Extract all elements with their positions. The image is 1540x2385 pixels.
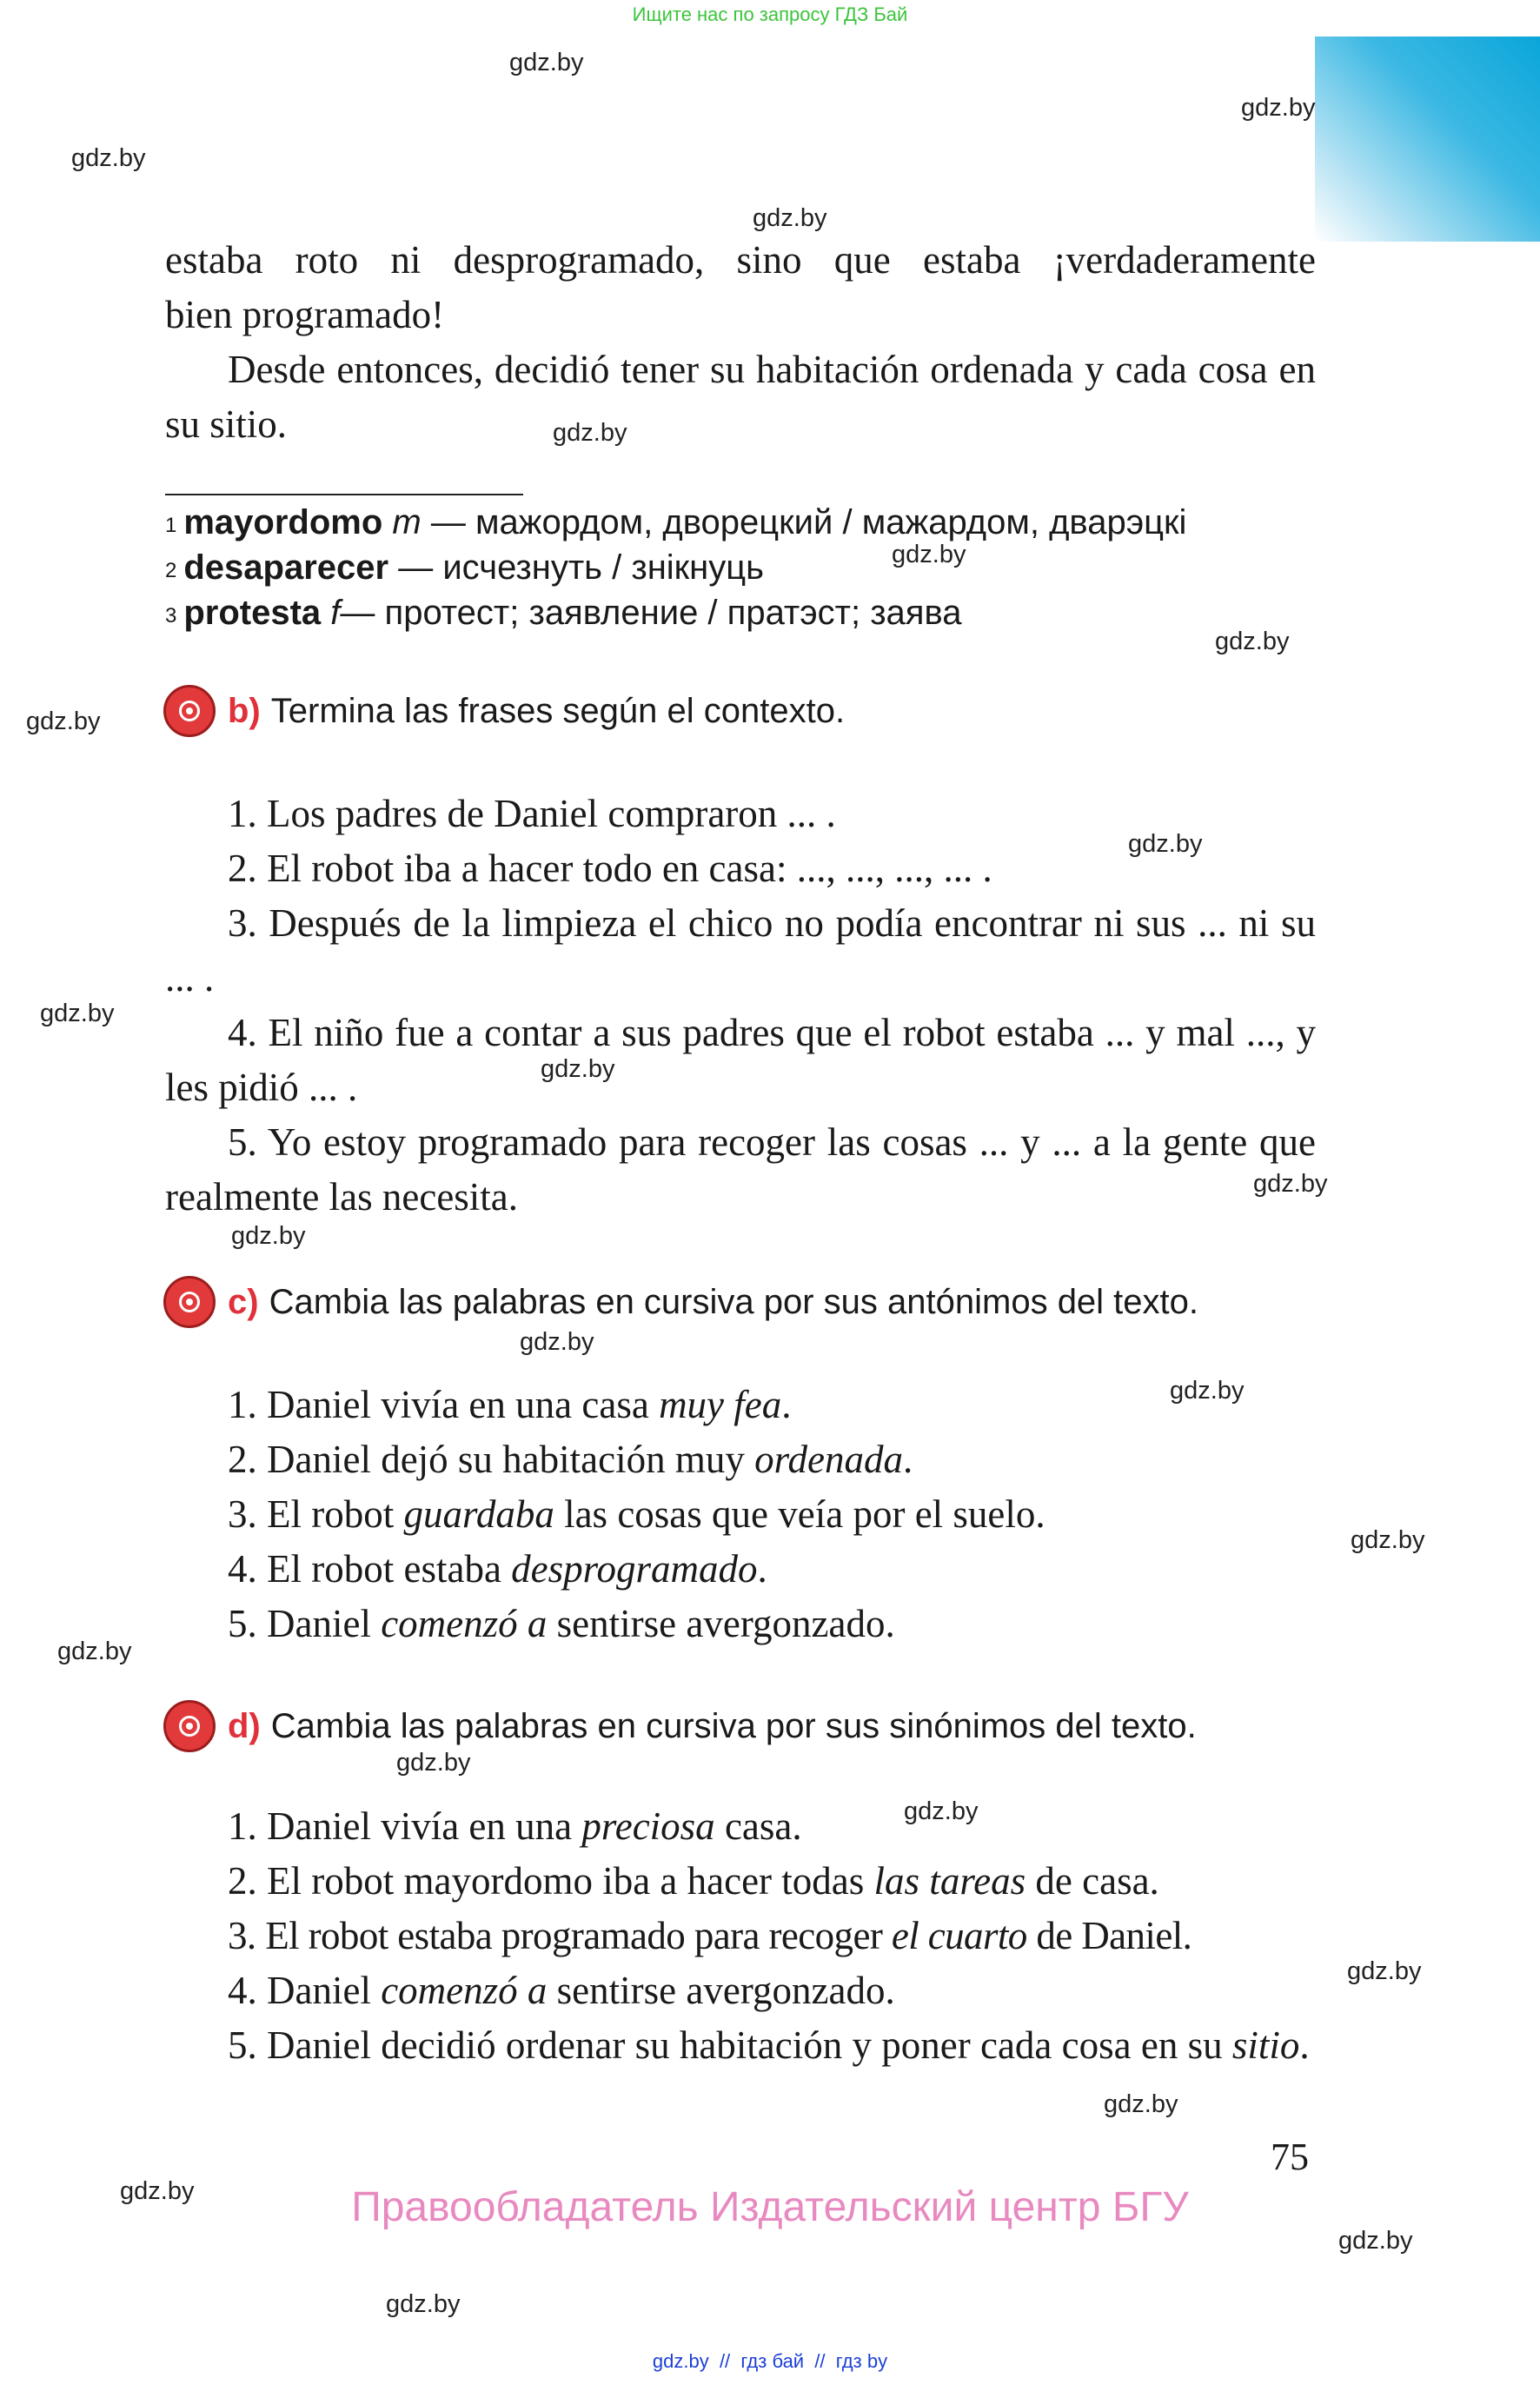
list-item: 1. Daniel vivía en una preciosa casa. <box>228 1804 802 1848</box>
audio-disc-icon <box>163 1276 216 1328</box>
watermark: gdz.by <box>71 144 146 172</box>
footnotes <box>165 500 1321 635</box>
watermark: gdz.by <box>553 419 627 447</box>
footnote-rule <box>165 494 523 495</box>
watermark: gdz.by <box>1104 2090 1178 2118</box>
list-item: 4. Daniel comenzó a sentirse avergonzado. <box>228 1969 895 2012</box>
list-item: 2. Daniel dejó su habitación muy ordenada. <box>228 1438 913 1481</box>
task-instruction: Cambia las palabras en cursiva por sus sinónimos del texto. <box>270 1706 1197 1745</box>
rights-holder: Правообладатель Издательский центр БГУ <box>351 2184 1189 2230</box>
watermark: gdz.by <box>753 204 827 232</box>
task-instruction: Termina las frases según el contexto. <box>270 691 846 730</box>
watermark: gdz.by <box>40 1000 115 1027</box>
watermark: gdz.by <box>904 1797 979 1825</box>
watermark: gdz.by <box>1338 2227 1413 2255</box>
watermark: gdz.by <box>26 708 101 735</box>
task-letter: d) <box>228 1706 261 1745</box>
task-d-items <box>165 1799 1316 2073</box>
task-instruction: Cambia las palabras en cursiva por sus antónimos del texto. <box>269 1282 1199 1321</box>
watermark: gdz.by <box>386 2290 461 2318</box>
watermark: gdz.by <box>1128 830 1203 858</box>
task-c-items <box>165 1378 1316 1651</box>
watermark: gdz.by <box>541 1055 615 1083</box>
audio-disc-icon <box>163 685 216 737</box>
list-item: 1. Los padres de Daniel compraron ... . <box>228 792 836 835</box>
list-item: 5. Daniel comenzó a sentirse avergonzado. <box>228 1602 895 1645</box>
story-line: bien programado! <box>165 293 445 336</box>
list-item: 4. El niño fue a contar a sus padres que el robot estaba ... y mal ..., y les pidió ... . <box>165 1011 1316 1109</box>
list-item: 5. Yo estoy programado para recoger las cosas ... y ... a la gente que realmente las necesita. <box>165 1120 1316 1219</box>
watermark: gdz.by <box>509 49 584 76</box>
story-line: estaba roto ni desprogramado, sino que estaba ¡verdaderamente <box>165 238 1316 282</box>
audio-disc-icon <box>163 1700 216 1752</box>
footnote: $^3$ protesta f— протест; заявление / пратэст; заява <box>165 594 962 632</box>
task-c-header <box>163 1273 1198 1331</box>
watermark: gdz.by <box>1253 1170 1328 1198</box>
corner-decoration <box>1315 37 1540 242</box>
watermark: gdz.by <box>57 1638 132 1665</box>
page-number: 75 <box>1271 2136 1309 2178</box>
watermark: gdz.by <box>892 541 966 568</box>
watermark: gdz.by <box>120 2177 195 2205</box>
list-item: 4. El robot estaba desprogramado. <box>228 1547 767 1591</box>
watermark: gdz.by <box>1215 628 1290 655</box>
task-b-items <box>165 787 1316 1225</box>
list-item: 3. El robot estaba programado para recoger el cuarto de Daniel. <box>228 1914 1192 1957</box>
story-text <box>165 233 1316 452</box>
watermark: gdz.by <box>520 1328 594 1356</box>
watermark: gdz.by <box>231 1222 306 1250</box>
task-letter: c) <box>228 1282 259 1321</box>
task-letter: b) <box>228 691 261 730</box>
list-item: 1. Daniel vivía en una casa muy fea. <box>228 1383 792 1426</box>
bottom-links[interactable]: gdz.by // гдз бай // гдз by <box>652 2350 888 2372</box>
top-banner: Ищите нас по запросу ГДЗ Бай <box>632 3 908 25</box>
watermark: gdz.by <box>1241 94 1316 122</box>
watermark: gdz.by <box>1351 1526 1425 1554</box>
list-item: 2. El robot mayordomo iba a hacer todas las tareas de casa. <box>228 1859 1159 1903</box>
list-item: 2. El robot iba a hacer todo en casa: ..., ..., ..., ... . <box>228 847 992 890</box>
list-item: 3. Después de la limpieza el chico no podía encontrar ni sus ... ni su ... . <box>165 901 1316 1000</box>
story-paragraph: Desde entonces, decidió tener su habitación ordenada y cada cosa en su sitio. <box>165 348 1316 446</box>
list-item: 3. El robot guardaba las cosas que veía por el suelo. <box>228 1492 1045 1536</box>
footnote: $^2$ desaparecer — исчезнуть / знікнуць <box>165 548 765 587</box>
footnote: $^1$ mayordomo m — мажордом, дворецкий / мажардом, дварэцкі <box>165 503 1187 541</box>
watermark: gdz.by <box>396 1749 471 1777</box>
watermark: gdz.by <box>1347 1957 1422 1985</box>
list-item: 5. Daniel decidió ordenar su habitación y poner cada cosa en su sitio. <box>228 2023 1310 2067</box>
task-b-header <box>163 682 845 740</box>
watermark: gdz.by <box>1170 1377 1245 1405</box>
task-d-header <box>163 1697 1197 1755</box>
